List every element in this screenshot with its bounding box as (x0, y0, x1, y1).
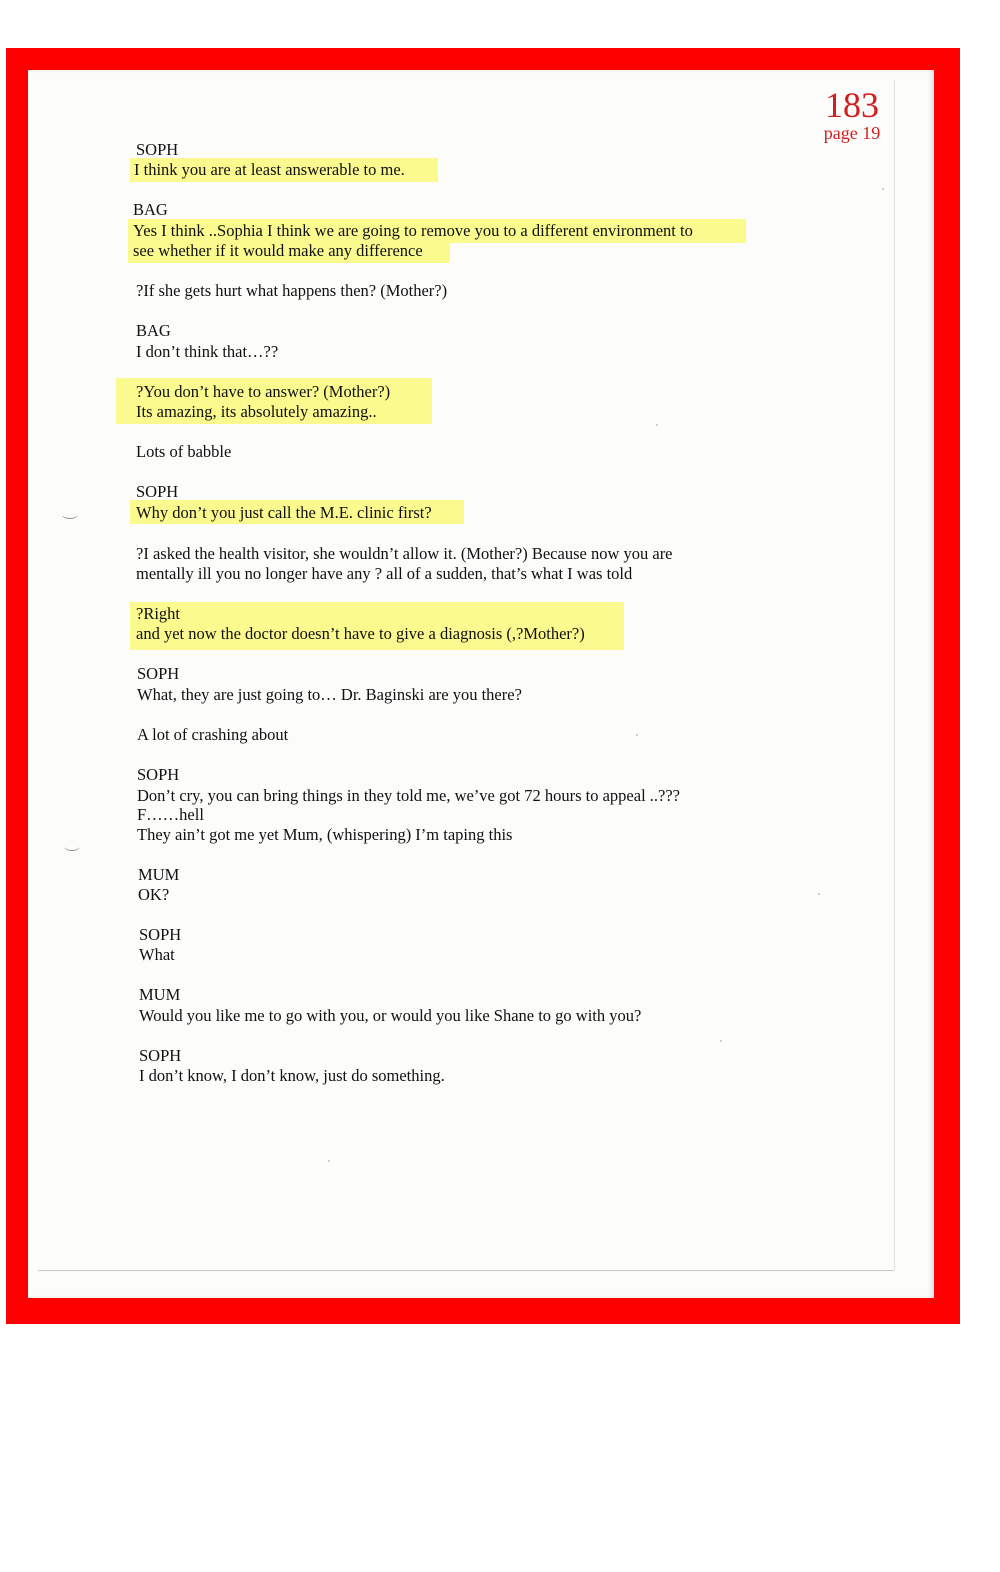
dialogue-line: OK? (138, 885, 170, 904)
dialogue-line: They ain’t got me yet Mum, (whispering) I’m taping this (137, 825, 513, 844)
dialogue-line: What (139, 945, 175, 964)
speaker-soph: SOPH (136, 482, 179, 501)
speaker-soph: SOPH (137, 765, 180, 784)
dialogue-line: Don’t cry, you can bring things in they told me, we’ve got 72 hours to appeal ..??? (137, 786, 680, 805)
dialogue-line: ?I asked the health visitor, she wouldn’t allow it. (Mother?) Because now you are (136, 544, 673, 563)
scan-speck (656, 424, 658, 426)
scan-speck (818, 893, 820, 895)
page-edge-shadow (894, 80, 895, 1270)
speaker-mum: MUM (139, 985, 181, 1004)
page-label: page 19 (823, 123, 881, 143)
speaker-bag: BAG (133, 200, 168, 219)
scan-speck (328, 1160, 330, 1162)
speaker-soph: SOPH (137, 664, 180, 683)
speaker-mum: MUM (138, 865, 180, 884)
dialogue-line: Would you like me to go with you, or would you like Shane to go with you? (139, 1006, 642, 1025)
page-bottom-rule (38, 1270, 894, 1271)
page-number: 183 (825, 85, 879, 125)
dialogue-line: Why don’t you just call the M.E. clinic first? (136, 503, 432, 522)
scan-speck (720, 1040, 722, 1042)
dialogue-line: see whether if it would make any difference (133, 241, 423, 260)
dialogue-line: Yes I think ..Sophia I think we are going to remove you to a different environment to (133, 221, 693, 240)
dialogue-line: F……hell (137, 805, 204, 824)
speaker-soph: SOPH (136, 140, 179, 159)
dialogue-line: I don’t know, I don’t know, just do something. (139, 1066, 445, 1085)
margin-scan-mark (64, 842, 80, 851)
speaker-soph: SOPH (139, 925, 182, 944)
stage-note: Lots of babble (136, 442, 232, 461)
dialogue-line: and yet now the doctor doesn’t have to give a diagnosis (,?Mother?) (136, 624, 585, 643)
dialogue-line: ?You don’t have to answer? (Mother?) (136, 382, 391, 401)
speaker-soph: SOPH (139, 1046, 182, 1065)
dialogue-line: I think you are at least answerable to me. (134, 160, 405, 179)
margin-scan-mark (62, 510, 78, 519)
dialogue-line: Its amazing, its absolutely amazing.. (136, 402, 377, 421)
scan-speck (882, 188, 884, 190)
dialogue-line: ?Right (136, 604, 180, 623)
speaker-bag: BAG (136, 321, 171, 340)
dialogue-line: What, they are just going to… Dr. Baginski are you there? (137, 685, 522, 704)
stage-note: A lot of crashing about (137, 725, 289, 744)
dialogue-line: I don’t think that…?? (136, 342, 279, 361)
dialogue-line: mentally ill you no longer have any ? all of a sudden, that’s what I was told (136, 564, 633, 583)
scan-speck (636, 734, 638, 736)
dialogue-line: ?If she gets hurt what happens then? (Mother?) (136, 281, 448, 300)
